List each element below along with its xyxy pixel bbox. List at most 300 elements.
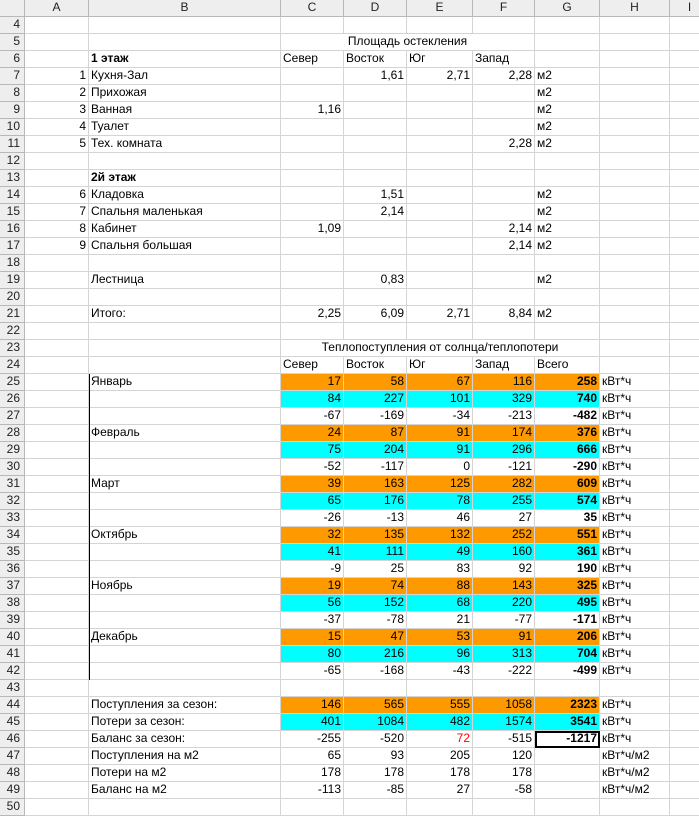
cell-d7[interactable]: 1,61	[344, 68, 407, 85]
cell-h48[interactable]: кВт*ч/м2	[600, 765, 670, 782]
cell-i27[interactable]	[670, 408, 699, 425]
cell-b30[interactable]	[89, 459, 281, 476]
cell-h6[interactable]	[600, 51, 670, 68]
cell-c19[interactable]	[281, 272, 344, 289]
row-header-35[interactable]: 35	[0, 544, 25, 561]
cell-h15[interactable]	[600, 204, 670, 221]
cell-f28[interactable]: 174	[473, 425, 535, 442]
row-header-30[interactable]: 30	[0, 459, 25, 476]
cell-e4[interactable]	[407, 17, 473, 34]
cell-c49[interactable]: -113	[281, 782, 344, 799]
cell-c24[interactable]: Север	[281, 357, 344, 374]
cell-h40[interactable]: кВт*ч	[600, 629, 670, 646]
cell-f50[interactable]	[473, 799, 535, 816]
cell-i46[interactable]	[670, 731, 699, 748]
cell-a20[interactable]	[25, 289, 89, 306]
cell-i48[interactable]	[670, 765, 699, 782]
row-header-39[interactable]: 39	[0, 612, 25, 629]
cell-g9[interactable]: м2	[535, 102, 600, 119]
cell-e30[interactable]: 0	[407, 459, 473, 476]
cell-f7[interactable]: 2,28	[473, 68, 535, 85]
select-all-corner[interactable]	[0, 0, 25, 17]
cell-b11[interactable]: Тех. комната	[89, 136, 281, 153]
cell-f41[interactable]: 313	[473, 646, 535, 663]
cell-a18[interactable]	[25, 255, 89, 272]
row-header-22[interactable]: 22	[0, 323, 25, 340]
cell-e40[interactable]: 53	[407, 629, 473, 646]
cell-g34[interactable]: 551	[535, 527, 600, 544]
cell-d32[interactable]: 176	[344, 493, 407, 510]
cell-c22[interactable]	[281, 323, 344, 340]
row-header-36[interactable]: 36	[0, 561, 25, 578]
cell-c27[interactable]: -67	[281, 408, 344, 425]
cell-h39[interactable]: кВт*ч	[600, 612, 670, 629]
cell-d19[interactable]: 0,83	[344, 272, 407, 289]
cell-a15[interactable]: 7	[25, 204, 89, 221]
cell-c37[interactable]: 19	[281, 578, 344, 595]
cell-f19[interactable]	[473, 272, 535, 289]
row-header-16[interactable]: 16	[0, 221, 25, 238]
cell-f6[interactable]: Запад	[473, 51, 535, 68]
cell-f22[interactable]	[473, 323, 535, 340]
cell-d48[interactable]: 178	[344, 765, 407, 782]
row-header-12[interactable]: 12	[0, 153, 25, 170]
row-header-6[interactable]: 6	[0, 51, 25, 68]
cell-d50[interactable]	[344, 799, 407, 816]
cell-a9[interactable]: 3	[25, 102, 89, 119]
cell-h5[interactable]	[600, 34, 670, 51]
cell-f14[interactable]	[473, 187, 535, 204]
cell-f43[interactable]	[473, 680, 535, 697]
cell-i29[interactable]	[670, 442, 699, 459]
row-header-46[interactable]: 46	[0, 731, 25, 748]
cell-g29[interactable]: 666	[535, 442, 600, 459]
cell-h21[interactable]	[600, 306, 670, 323]
cell-e39[interactable]: 21	[407, 612, 473, 629]
cell-g21[interactable]: м2	[535, 306, 600, 323]
cell-a38[interactable]	[25, 595, 89, 612]
row-header-29[interactable]: 29	[0, 442, 25, 459]
cell-i4[interactable]	[670, 17, 699, 34]
cell-i9[interactable]	[670, 102, 699, 119]
cell-a5[interactable]	[25, 34, 89, 51]
cell-b45[interactable]: Потери за сезон:	[89, 714, 281, 731]
cell-h8[interactable]	[600, 85, 670, 102]
cell-c21[interactable]: 2,25	[281, 306, 344, 323]
row-header-49[interactable]: 49	[0, 782, 25, 799]
cell-h41[interactable]: кВт*ч	[600, 646, 670, 663]
cell-d29[interactable]: 204	[344, 442, 407, 459]
cell-a17[interactable]: 9	[25, 238, 89, 255]
cell-g48[interactable]	[535, 765, 600, 782]
cell-e45[interactable]: 482	[407, 714, 473, 731]
cell-f38[interactable]: 220	[473, 595, 535, 612]
cell-a23[interactable]	[25, 340, 89, 357]
cell-h22[interactable]	[600, 323, 670, 340]
cell-i11[interactable]	[670, 136, 699, 153]
cell-a47[interactable]	[25, 748, 89, 765]
cell-e35[interactable]: 49	[407, 544, 473, 561]
row-header-45[interactable]: 45	[0, 714, 25, 731]
cell-b32[interactable]	[89, 493, 281, 510]
cell-h20[interactable]	[600, 289, 670, 306]
cell-b34[interactable]: Октябрь	[89, 527, 281, 544]
cell-h17[interactable]	[600, 238, 670, 255]
cell-a11[interactable]: 5	[25, 136, 89, 153]
row-header-19[interactable]: 19	[0, 272, 25, 289]
cell-i25[interactable]	[670, 374, 699, 391]
cell-c25[interactable]: 17	[281, 374, 344, 391]
cell-d30[interactable]: -117	[344, 459, 407, 476]
cell-e47[interactable]: 205	[407, 748, 473, 765]
cell-h33[interactable]: кВт*ч	[600, 510, 670, 527]
cell-c14[interactable]	[281, 187, 344, 204]
cell-a21[interactable]	[25, 306, 89, 323]
row-header-41[interactable]: 41	[0, 646, 25, 663]
cell-b10[interactable]: Туалет	[89, 119, 281, 136]
cell-e38[interactable]: 68	[407, 595, 473, 612]
cell-b25[interactable]: Январь	[89, 374, 281, 391]
cell-e43[interactable]	[407, 680, 473, 697]
cell-f15[interactable]	[473, 204, 535, 221]
cell-i26[interactable]	[670, 391, 699, 408]
row-header-9[interactable]: 9	[0, 102, 25, 119]
cell-d33[interactable]: -13	[344, 510, 407, 527]
cell-g40[interactable]: 206	[535, 629, 600, 646]
cell-a12[interactable]	[25, 153, 89, 170]
column-header-b[interactable]: B	[89, 0, 281, 17]
cell-i39[interactable]	[670, 612, 699, 629]
cell-h10[interactable]	[600, 119, 670, 136]
cell-g43[interactable]	[535, 680, 600, 697]
row-header-23[interactable]: 23	[0, 340, 25, 357]
cell-f20[interactable]	[473, 289, 535, 306]
cell-e12[interactable]	[407, 153, 473, 170]
cell-c40[interactable]: 15	[281, 629, 344, 646]
cell-g27[interactable]: -482	[535, 408, 600, 425]
row-header-11[interactable]: 11	[0, 136, 25, 153]
cell-d42[interactable]: -168	[344, 663, 407, 680]
cell-e31[interactable]: 125	[407, 476, 473, 493]
cell-h50[interactable]	[600, 799, 670, 816]
cell-e27[interactable]: -34	[407, 408, 473, 425]
cell-i35[interactable]	[670, 544, 699, 561]
cell-i38[interactable]	[670, 595, 699, 612]
cell-c20[interactable]	[281, 289, 344, 306]
cell-g12[interactable]	[535, 153, 600, 170]
cell-b44[interactable]: Поступления за сезон:	[89, 697, 281, 714]
cell-b17[interactable]: Спальня большая	[89, 238, 281, 255]
cell-b23[interactable]	[89, 340, 281, 357]
cell-a27[interactable]	[25, 408, 89, 425]
cell-h27[interactable]: кВт*ч	[600, 408, 670, 425]
row-header-17[interactable]: 17	[0, 238, 25, 255]
cell-h30[interactable]: кВт*ч	[600, 459, 670, 476]
cell-h43[interactable]	[600, 680, 670, 697]
cell-b16[interactable]: Кабинет	[89, 221, 281, 238]
cell-i34[interactable]	[670, 527, 699, 544]
cell-c8[interactable]	[281, 85, 344, 102]
cell-e46[interactable]: 72	[407, 731, 473, 748]
cell-f26[interactable]: 329	[473, 391, 535, 408]
cell-e24[interactable]: Юг	[407, 357, 473, 374]
cell-e26[interactable]: 101	[407, 391, 473, 408]
cell-i50[interactable]	[670, 799, 699, 816]
cell-a33[interactable]	[25, 510, 89, 527]
cell-i45[interactable]	[670, 714, 699, 731]
cell-i32[interactable]	[670, 493, 699, 510]
cell-h25[interactable]: кВт*ч	[600, 374, 670, 391]
cell-b12[interactable]	[89, 153, 281, 170]
cell-h9[interactable]	[600, 102, 670, 119]
row-header-47[interactable]: 47	[0, 748, 25, 765]
cell-b28[interactable]: Февраль	[89, 425, 281, 442]
cell-d28[interactable]: 87	[344, 425, 407, 442]
cell-f31[interactable]: 282	[473, 476, 535, 493]
cell-d24[interactable]: Восток	[344, 357, 407, 374]
cell-c43[interactable]	[281, 680, 344, 697]
cell-g17[interactable]: м2	[535, 238, 600, 255]
cell-i6[interactable]	[670, 51, 699, 68]
cell-b8[interactable]: Прихожая	[89, 85, 281, 102]
cell-e36[interactable]: 83	[407, 561, 473, 578]
cell-c31[interactable]: 39	[281, 476, 344, 493]
column-header-d[interactable]: D	[344, 0, 407, 17]
cell-g15[interactable]: м2	[535, 204, 600, 221]
cell-i41[interactable]	[670, 646, 699, 663]
cell-h49[interactable]: кВт*ч/м2	[600, 782, 670, 799]
cell-g33[interactable]: 35	[535, 510, 600, 527]
cell-d16[interactable]	[344, 221, 407, 238]
cell-b9[interactable]: Ванная	[89, 102, 281, 119]
cell-f9[interactable]	[473, 102, 535, 119]
cell-b20[interactable]	[89, 289, 281, 306]
cell-c45[interactable]: 401	[281, 714, 344, 731]
cell-f11[interactable]: 2,28	[473, 136, 535, 153]
column-header-i[interactable]: I	[670, 0, 699, 17]
cell-b50[interactable]	[89, 799, 281, 816]
cell-h18[interactable]	[600, 255, 670, 272]
cell-e41[interactable]: 96	[407, 646, 473, 663]
cell-e42[interactable]: -43	[407, 663, 473, 680]
cell-d34[interactable]: 135	[344, 527, 407, 544]
cell-b13[interactable]: 2й этаж	[89, 170, 281, 187]
cell-i44[interactable]	[670, 697, 699, 714]
cell-g19[interactable]: м2	[535, 272, 600, 289]
cell-d17[interactable]	[344, 238, 407, 255]
cell-e19[interactable]	[407, 272, 473, 289]
cell-i16[interactable]	[670, 221, 699, 238]
cell-a44[interactable]	[25, 697, 89, 714]
cell-f12[interactable]	[473, 153, 535, 170]
cell-g42[interactable]: -499	[535, 663, 600, 680]
cell-d9[interactable]	[344, 102, 407, 119]
cell-i22[interactable]	[670, 323, 699, 340]
cell-f10[interactable]	[473, 119, 535, 136]
row-header-42[interactable]: 42	[0, 663, 25, 680]
cell-d35[interactable]: 111	[344, 544, 407, 561]
cell-b46[interactable]: Баланс за сезон:	[89, 731, 281, 748]
cell-i30[interactable]	[670, 459, 699, 476]
cell-b22[interactable]	[89, 323, 281, 340]
cell-a19[interactable]	[25, 272, 89, 289]
cell-e18[interactable]	[407, 255, 473, 272]
cell-h34[interactable]: кВт*ч	[600, 527, 670, 544]
cell-b21[interactable]: Итого:	[89, 306, 281, 323]
cell-g39[interactable]: -171	[535, 612, 600, 629]
row-header-34[interactable]: 34	[0, 527, 25, 544]
cell-h14[interactable]	[600, 187, 670, 204]
cell-g25[interactable]: 258	[535, 374, 600, 391]
cell-c10[interactable]	[281, 119, 344, 136]
cell-a6[interactable]	[25, 51, 89, 68]
cell-b35[interactable]	[89, 544, 281, 561]
cell-c7[interactable]	[281, 68, 344, 85]
cell-e16[interactable]	[407, 221, 473, 238]
cell-b49[interactable]: Баланс на м2	[89, 782, 281, 799]
cell-i7[interactable]	[670, 68, 699, 85]
cell-a36[interactable]	[25, 561, 89, 578]
row-header-4[interactable]: 4	[0, 17, 25, 34]
row-header-8[interactable]: 8	[0, 85, 25, 102]
cell-e17[interactable]	[407, 238, 473, 255]
row-header-28[interactable]: 28	[0, 425, 25, 442]
cell-i40[interactable]	[670, 629, 699, 646]
cell-d18[interactable]	[344, 255, 407, 272]
cell-f37[interactable]: 143	[473, 578, 535, 595]
cell-h4[interactable]	[600, 17, 670, 34]
cell-f44[interactable]: 1058	[473, 697, 535, 714]
cell-a41[interactable]	[25, 646, 89, 663]
cell-h36[interactable]: кВт*ч	[600, 561, 670, 578]
cell-b7[interactable]: Кухня-Зал	[89, 68, 281, 85]
column-header-h[interactable]: H	[600, 0, 670, 17]
cell-c47[interactable]: 65	[281, 748, 344, 765]
cell-i20[interactable]	[670, 289, 699, 306]
cell-g37[interactable]: 325	[535, 578, 600, 595]
cell-a46[interactable]	[25, 731, 89, 748]
cell-a4[interactable]	[25, 17, 89, 34]
cell-h29[interactable]: кВт*ч	[600, 442, 670, 459]
cell-a7[interactable]: 1	[25, 68, 89, 85]
cell-d14[interactable]: 1,51	[344, 187, 407, 204]
cell-b37[interactable]: Ноябрь	[89, 578, 281, 595]
cell-b38[interactable]	[89, 595, 281, 612]
row-header-20[interactable]: 20	[0, 289, 25, 306]
cell-h35[interactable]: кВт*ч	[600, 544, 670, 561]
cell-a35[interactable]	[25, 544, 89, 561]
cell-h7[interactable]	[600, 68, 670, 85]
cell-g31[interactable]: 609	[535, 476, 600, 493]
cell-a22[interactable]	[25, 323, 89, 340]
cell-g6[interactable]	[535, 51, 600, 68]
cell-b29[interactable]	[89, 442, 281, 459]
column-header-g[interactable]: G	[535, 0, 600, 17]
cell-d26[interactable]: 227	[344, 391, 407, 408]
cell-f49[interactable]: -58	[473, 782, 535, 799]
cell-e34[interactable]: 132	[407, 527, 473, 544]
cell-a43[interactable]	[25, 680, 89, 697]
cell-c42[interactable]: -65	[281, 663, 344, 680]
cell-g28[interactable]: 376	[535, 425, 600, 442]
cell-i42[interactable]	[670, 663, 699, 680]
cell-b15[interactable]: Спальня маленькая	[89, 204, 281, 221]
cell-c38[interactable]: 56	[281, 595, 344, 612]
cell-g16[interactable]: м2	[535, 221, 600, 238]
cell-c30[interactable]: -52	[281, 459, 344, 476]
cell-a26[interactable]	[25, 391, 89, 408]
cell-d27[interactable]: -169	[344, 408, 407, 425]
cell-f34[interactable]: 252	[473, 527, 535, 544]
cell-c29[interactable]: 75	[281, 442, 344, 459]
row-header-5[interactable]: 5	[0, 34, 25, 51]
cell-g47[interactable]	[535, 748, 600, 765]
cell-i23[interactable]	[670, 340, 699, 357]
cell-e9[interactable]	[407, 102, 473, 119]
cell-g36[interactable]: 190	[535, 561, 600, 578]
cell-f32[interactable]: 255	[473, 493, 535, 510]
cell-c15[interactable]	[281, 204, 344, 221]
cell-d43[interactable]	[344, 680, 407, 697]
row-header-40[interactable]: 40	[0, 629, 25, 646]
column-header-f[interactable]: F	[473, 0, 535, 17]
cell-f48[interactable]: 178	[473, 765, 535, 782]
cell-i43[interactable]	[670, 680, 699, 697]
cell-a48[interactable]	[25, 765, 89, 782]
cell-e8[interactable]	[407, 85, 473, 102]
cell-c13[interactable]	[281, 170, 344, 187]
cell-a25[interactable]	[25, 374, 89, 391]
cell-g35[interactable]: 361	[535, 544, 600, 561]
cell-f47[interactable]: 120	[473, 748, 535, 765]
cell-g13[interactable]	[535, 170, 600, 187]
cell-d31[interactable]: 163	[344, 476, 407, 493]
cell-e15[interactable]	[407, 204, 473, 221]
cell-h46[interactable]: кВт*ч	[600, 731, 670, 748]
cell-i10[interactable]	[670, 119, 699, 136]
cell-d40[interactable]: 47	[344, 629, 407, 646]
cell-g22[interactable]	[535, 323, 600, 340]
cell-a50[interactable]	[25, 799, 89, 816]
cell-i24[interactable]	[670, 357, 699, 374]
cell-h45[interactable]: кВт*ч	[600, 714, 670, 731]
cell-g8[interactable]: м2	[535, 85, 600, 102]
cell-h23[interactable]	[600, 340, 670, 357]
cell-c4[interactable]	[281, 17, 344, 34]
cell-c33[interactable]: -26	[281, 510, 344, 527]
cell-e44[interactable]: 555	[407, 697, 473, 714]
cell-i19[interactable]	[670, 272, 699, 289]
row-header-18[interactable]: 18	[0, 255, 25, 272]
cell-g11[interactable]: м2	[535, 136, 600, 153]
cell-a28[interactable]	[25, 425, 89, 442]
cell-g5[interactable]	[535, 34, 600, 51]
cell-b39[interactable]	[89, 612, 281, 629]
row-header-50[interactable]: 50	[0, 799, 25, 816]
cell-d6[interactable]: Восток	[344, 51, 407, 68]
cell-i5[interactable]	[670, 34, 699, 51]
cell-d4[interactable]	[344, 17, 407, 34]
cell-e50[interactable]	[407, 799, 473, 816]
cell-d39[interactable]: -78	[344, 612, 407, 629]
row-header-33[interactable]: 33	[0, 510, 25, 527]
cell-g20[interactable]	[535, 289, 600, 306]
cell-d46[interactable]: -520	[344, 731, 407, 748]
cell-g38[interactable]: 495	[535, 595, 600, 612]
cell-b19[interactable]: Лестница	[89, 272, 281, 289]
cell-d45[interactable]: 1084	[344, 714, 407, 731]
cell-g32[interactable]: 574	[535, 493, 600, 510]
